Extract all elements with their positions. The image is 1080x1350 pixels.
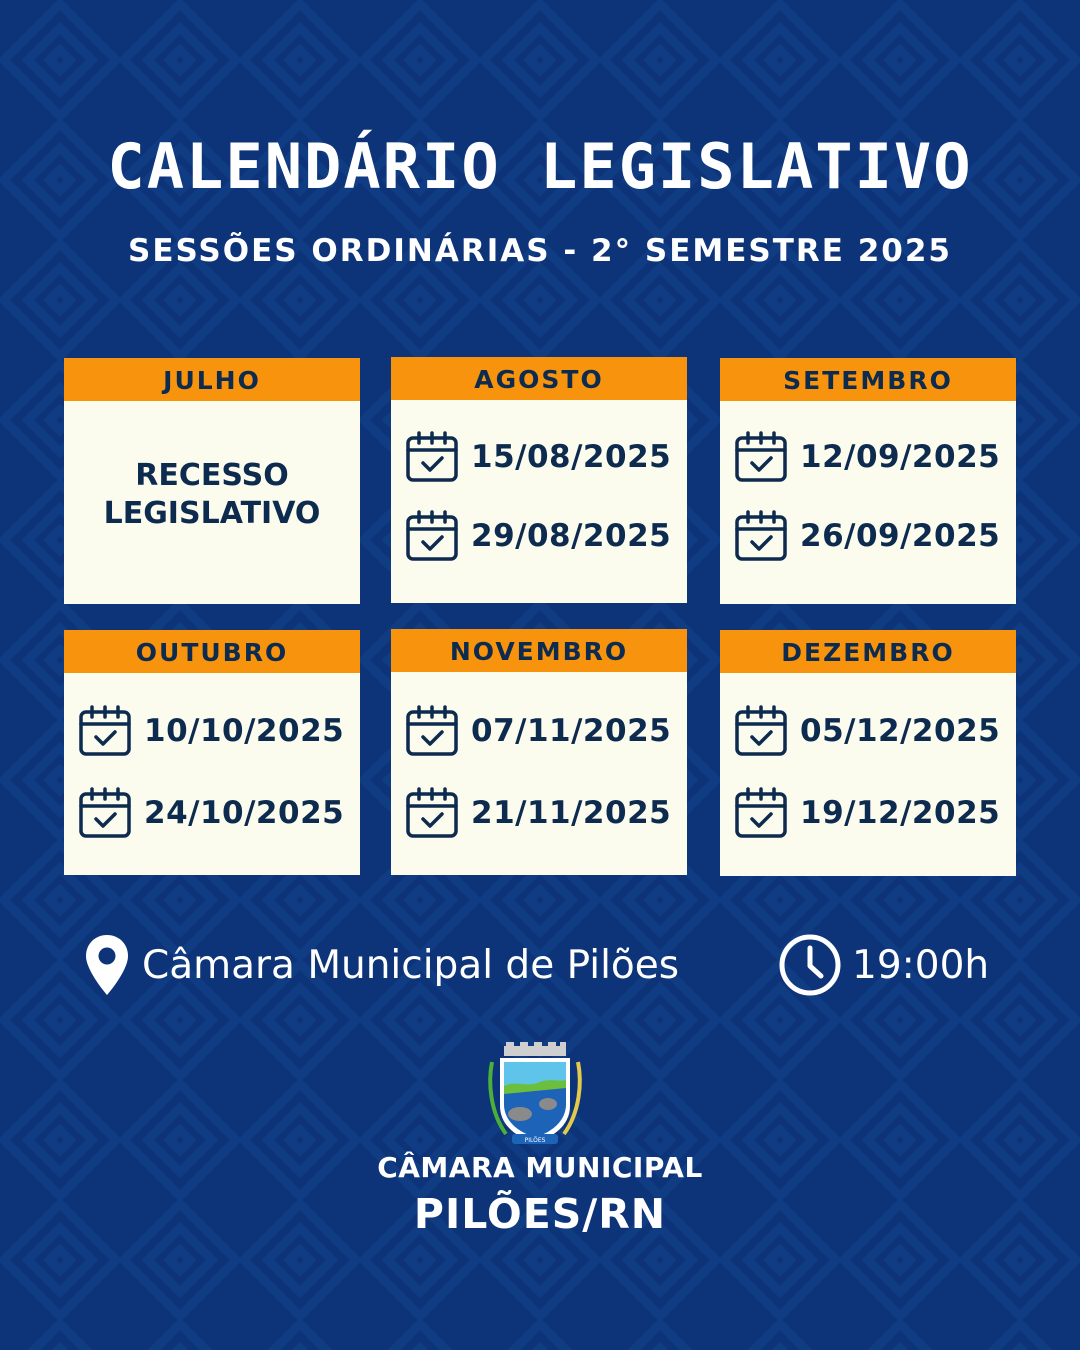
session-date: 07/11/2025 — [471, 713, 672, 749]
session-date: 29/08/2025 — [471, 518, 672, 554]
org-name: CÂMARA MUNICIPAL — [377, 1151, 703, 1184]
calendar-check-icon — [405, 430, 459, 484]
month-label: AGOSTO — [391, 357, 687, 400]
session-date-row — [405, 785, 671, 841]
month-card-dezembro — [720, 630, 1016, 876]
calendar-check-icon — [405, 509, 459, 563]
session-date-row — [78, 785, 344, 841]
month-card-julho — [64, 358, 360, 604]
clock-icon — [778, 933, 842, 997]
calendar-check-icon — [734, 786, 788, 840]
session-date: 24/10/2025 — [144, 795, 345, 831]
org-location: PILÕES/RN — [413, 1190, 667, 1238]
month-label: SETEMBRO — [720, 358, 1016, 401]
month-card-setembro — [720, 358, 1016, 604]
calendar-check-icon — [734, 509, 788, 563]
calendar-check-icon — [734, 704, 788, 758]
time-info — [778, 930, 989, 1000]
page-subtitle: SESSÕES ORDINÁRIAS - 2° SEMESTRE 2025 — [128, 233, 952, 269]
session-date: 10/10/2025 — [144, 713, 345, 749]
page-title: CALENDÁRIO LEGISLATIVO — [107, 130, 973, 203]
session-date-row — [734, 508, 1000, 564]
location-info — [84, 930, 679, 1000]
svg-text:PILÕES: PILÕES — [524, 1137, 546, 1144]
session-date-row — [734, 703, 1000, 759]
map-pin-icon — [84, 933, 130, 997]
month-label: DEZEMBRO — [720, 630, 1016, 673]
calendar-check-icon — [734, 430, 788, 484]
session-date: 15/08/2025 — [471, 439, 672, 475]
session-date: 21/11/2025 — [471, 795, 672, 831]
session-date-row — [405, 429, 671, 485]
session-date-row — [78, 703, 344, 759]
month-card-agosto — [391, 357, 687, 603]
location-text: Câmara Municipal de Pilões — [142, 942, 680, 988]
month-label: NOVEMBRO — [391, 629, 687, 672]
calendar-check-icon — [405, 786, 459, 840]
month-label: OUTUBRO — [64, 630, 360, 673]
session-date-row — [734, 429, 1000, 485]
calendar-check-icon — [405, 704, 459, 758]
time-text: 19:00h — [852, 942, 990, 988]
calendar-check-icon — [78, 786, 132, 840]
session-date: 05/12/2025 — [800, 713, 1001, 749]
session-date: 12/09/2025 — [800, 439, 1001, 475]
month-card-novembro — [391, 629, 687, 875]
month-card-outubro — [64, 630, 360, 875]
month-label: JULHO — [64, 358, 360, 401]
calendar-check-icon — [78, 704, 132, 758]
session-date-row — [405, 508, 671, 564]
session-date: 19/12/2025 — [800, 795, 1001, 831]
session-date: 26/09/2025 — [800, 518, 1001, 554]
recess-note: RECESSO LEGISLATIVO — [103, 458, 321, 531]
session-date-row — [405, 703, 671, 759]
municipal-crest-logo — [476, 1042, 594, 1150]
session-date-row — [734, 785, 1000, 841]
